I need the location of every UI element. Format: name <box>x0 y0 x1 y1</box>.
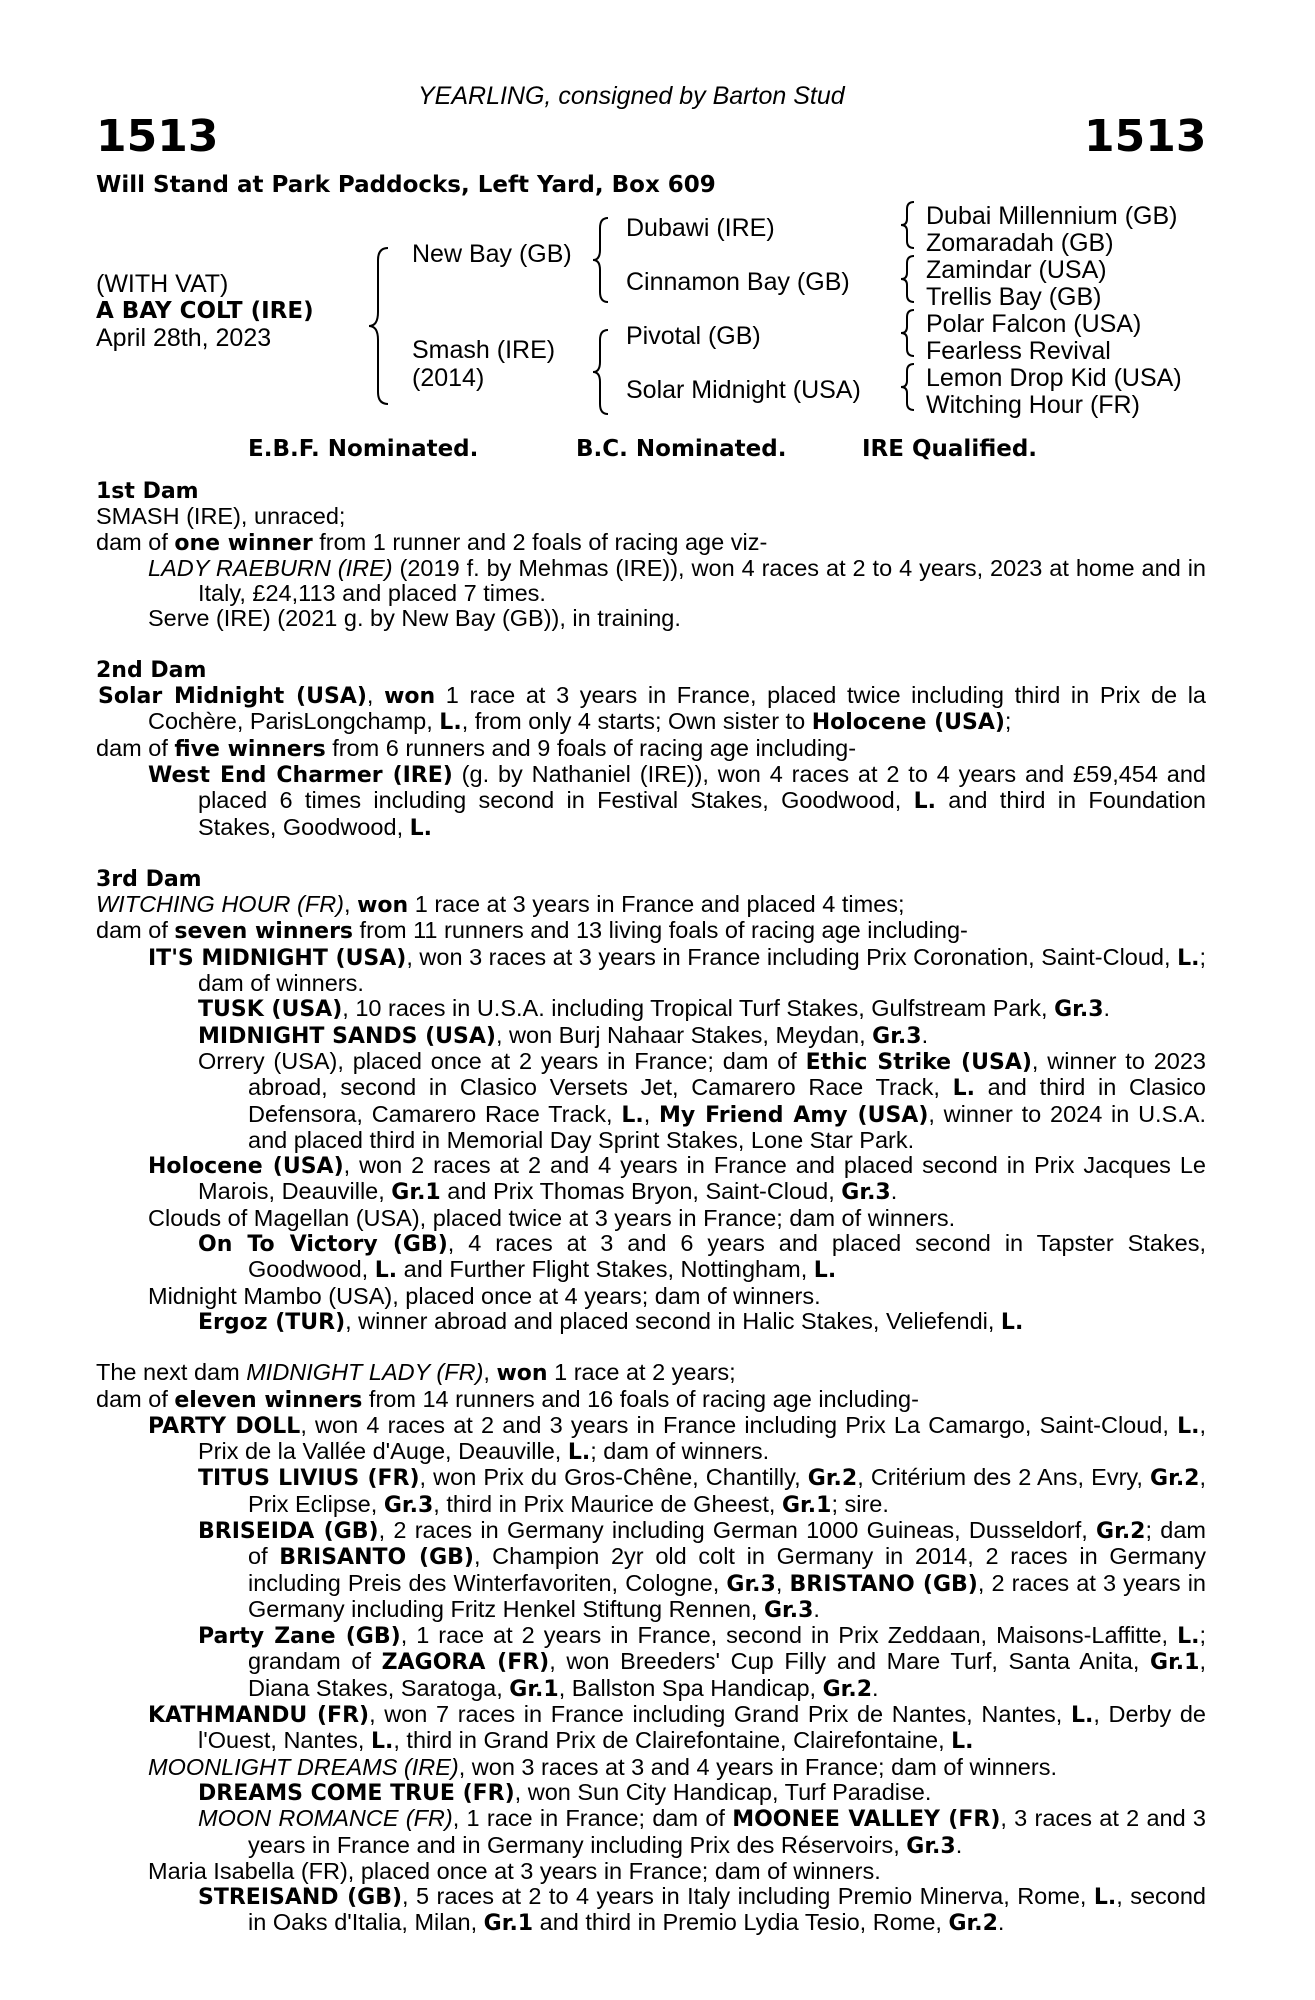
gen3-8: Witching Hour (FR) <box>926 391 1140 419</box>
third-dam-line: WITCHING HOUR (FR), won 1 race at 3 years in France and placed 4 times; <box>96 891 905 919</box>
pedigree-brace-g3-2 <box>898 254 918 304</box>
ebf-nomination: E.B.F. Nominated. <box>248 436 479 462</box>
next-dam-grandproduce-5: MOON ROMANCE (FR), 1 race in France; dam of MOONEE VALLEY (FR), 3 races at 2 and 3 years in France and in Germany including Prix des Réservoirs, Gr.3. <box>198 1805 1206 1859</box>
next-dam-grandproduce-2: BRISEIDA (GB), 2 races in Germany including German 1000 Guineas, Dusseldorf, Gr.2; dam of BRISANTO (GB), Champion 2yr old colt in Germany in 2014, 2 races in Germany including Preis des Winterfavoriten, Cologne, Gr.3, BRISTANO (GB), 2 races at 3 years in Germany including Fritz Henkel Stiftung Rennen, Gr.3. <box>198 1516 1207 1623</box>
third-dam-produce-3: Clouds of Magellan (USA), placed twice at 3 years in France; dam of winners. <box>148 1204 956 1231</box>
next-dam-grandproduce-6: STREISAND (GB), 5 races at 2 to 4 years in Italy including Premio Minerva, Rome, L., second in Oaks d'Italia, Milan, Gr.1 and third in Premio Lydia Tesio, Rome, Gr.2. <box>198 1883 1206 1937</box>
sire-dam: Cinnamon Bay (GB) <box>626 268 850 296</box>
next-dam-produce-summary: dam of eleven winners from 14 runners and 16 foals of racing age including- <box>96 1385 919 1413</box>
third-dam-grandproduce-2: MIDNIGHT SANDS (USA), won Burj Nahaar Stakes, Meydan, Gr.3. <box>198 1021 929 1049</box>
first-dam-line: SMASH (IRE), unraced; <box>96 503 346 530</box>
horse-name: A BAY COLT (IRE) <box>96 298 314 324</box>
foaling-date: April 28th, 2023 <box>96 324 272 352</box>
stabling-line: Will Stand at Park Paddocks, Left Yard, Box 609 <box>96 172 716 198</box>
third-dam-produce-4: Midnight Mambo (USA), placed once at 4 years; dam of winners. <box>148 1282 821 1309</box>
first-dam-produce-1: LADY RAEBURN (IRE) (2019 f. by Mehmas (IRE)), won 4 races at 2 to 4 years, 2023 at home and in Italy, £24,113 and placed 7 times. <box>148 554 1206 607</box>
gen3-4: Trellis Bay (GB) <box>926 283 1102 311</box>
third-dam-produce-summary: dam of seven winners from 11 runners and 13 living foals of racing age including- <box>96 917 968 945</box>
third-dam-heading: 3rd Dam <box>96 866 202 892</box>
ire-qualified: IRE Qualified. <box>862 436 1038 462</box>
third-dam-produce-2: Holocene (USA), won 2 races at 2 and 4 years in France and placed second in Prix Jacques Le Marois, Deauville, Gr.1 and Prix Thomas Bryon, Saint-Cloud, Gr.3. <box>148 1152 1206 1206</box>
next-dam-produce-2: KATHMANDU (FR), won 7 races in France including Grand Prix de Nantes, Nantes, L., Derby de l'Ouest, Nantes, L., third in Grand Prix de Clairefontaine, Clairefontaine, L. <box>148 1701 1206 1755</box>
dam-sire: Pivotal (GB) <box>626 322 761 350</box>
next-dam-line: The next dam MIDNIGHT LADY (FR), won 1 race at 2 years; <box>96 1359 736 1387</box>
first-dam-produce-summary: dam of one winner from 1 runner and 2 foals of racing age viz- <box>96 528 768 556</box>
second-dam-produce-summary: dam of five winners from 6 runners and 9 foals of racing age including- <box>96 734 857 762</box>
dam-dam: Solar Midnight (USA) <box>626 376 861 404</box>
dam-year: (2014) <box>412 364 485 392</box>
sire-name: New Bay (GB) <box>412 240 572 268</box>
pedigree-brace-dam <box>590 328 612 416</box>
second-dam-line: Solar Midnight (USA), won 1 race at 3 years in France, placed twice including third in Prix de la Cochère, ParisLongchamp, L., from only 4 starts; Own sister to Holocene (USA); <box>98 682 1207 736</box>
next-dam-grandproduce-3: Party Zane (GB), 1 race at 2 years in France, second in Prix Zeddaan, Maisons-Laffitte, L.; grandam of ZAGORA (FR), won Breeders' Cup Filly and Mare Turf, Santa Anita, Gr.1, Diana Stakes, Saratoga, Gr.1, Ballston Spa Handicap, Gr.2. <box>198 1622 1206 1702</box>
bc-nomination: B.C. Nominated. <box>576 436 787 462</box>
third-dam-produce-1: IT'S MIDNIGHT (USA), won 3 races at 3 years in France including Prix Coronation, Saint-Cloud, L.; dam of winners. <box>148 943 1206 997</box>
next-dam-produce-4: Maria Isabella (FR), placed once at 3 years in France; dam of winners. <box>148 1857 881 1884</box>
gen3-7: Lemon Drop Kid (USA) <box>926 364 1182 392</box>
third-dam-grandproduce-5: Ergoz (TUR), winner abroad and placed second in Halic Stakes, Veliefendi, L. <box>198 1307 1024 1335</box>
second-dam-produce-1: West End Charmer (IRE) (g. by Nathaniel (IRE)), won 4 races at 2 to 4 years and £59,454 and placed 6 times including second in Festival Stakes, Goodwood, L. and third in Foundation Stakes, Goodwood, L. <box>148 760 1206 841</box>
first-dam-produce-2: Serve (IRE) (2021 g. by New Bay (GB)), in training. <box>148 605 681 632</box>
pedigree-brace-g3-3 <box>898 308 918 358</box>
gen3-2: Zomaradah (GB) <box>926 229 1114 257</box>
third-dam-grandproduce-3: Orrery (USA), placed once at 2 years in France; dam of Ethic Strike (USA), winner to 2023 abroad, second in Clasico Versets Jet, Camarero Race Track, L. and third in Clasico Defensora, Camarero Race Track, L., My Friend Amy (USA), winner to 2024 in U.S.A. and placed third in Memorial Day Sprint Stakes, Lone Star Park. <box>198 1047 1207 1153</box>
next-dam-grandproduce-1: TITUS LIVIUS (FR), won Prix du Gros-Chêne, Chantilly, Gr.2, Critérium des 2 Ans, Evry, Gr.2, Prix Eclipse, Gr.3, third in Prix Maurice de Gheest, Gr.1; sire. <box>198 1464 1207 1518</box>
lot-number-right: 1513 <box>1084 111 1207 162</box>
second-dam-heading: 2nd Dam <box>96 657 207 683</box>
pedigree-brace-g3-4 <box>898 362 918 412</box>
consignment-line: YEARLING, consigned by Barton Stud <box>418 82 845 110</box>
gen3-3: Zamindar (USA) <box>926 256 1107 284</box>
dam-name: Smash (IRE) <box>412 336 556 364</box>
first-dam-heading: 1st Dam <box>96 479 199 504</box>
pedigree-brace-sire <box>590 216 612 304</box>
next-dam-produce-3: MOONLIGHT DREAMS (IRE), won 3 races at 3 and 4 years in France; dam of winners. <box>148 1753 1057 1780</box>
third-dam-grandproduce-4: On To Victory (GB), 4 races at 3 and 6 years and placed second in Tapster Stakes, Goodwood, L. and Further Flight Stakes, Nottingham, L. <box>198 1230 1207 1284</box>
gen3-1: Dubai Millennium (GB) <box>926 202 1178 230</box>
next-dam-produce-1: PARTY DOLL, won 4 races at 2 and 3 years in France including Prix La Camargo, Saint-Cloud, L., Prix de la Vallée d'Auge, Deauville, L.; dam of winners. <box>148 1411 1206 1466</box>
pedigree-brace-g3-1 <box>898 200 918 250</box>
lot-number-left: 1513 <box>96 111 219 162</box>
sire-sire: Dubawi (IRE) <box>626 214 775 242</box>
next-dam-grandproduce-4: DREAMS COME TRUE (FR), won Sun City Handicap, Turf Paradise. <box>198 1778 932 1806</box>
vat-note: (WITH VAT) <box>96 270 229 298</box>
catalogue-body <box>96 478 1206 1937</box>
gen3-5: Polar Falcon (USA) <box>926 310 1142 338</box>
pedigree-brace-main <box>366 246 396 406</box>
gen3-6: Fearless Revival <box>926 337 1111 365</box>
third-dam-grandproduce-1: TUSK (USA), 10 races in U.S.A. including Tropical Turf Stakes, Gulfstream Park, Gr.3. <box>198 995 1111 1023</box>
